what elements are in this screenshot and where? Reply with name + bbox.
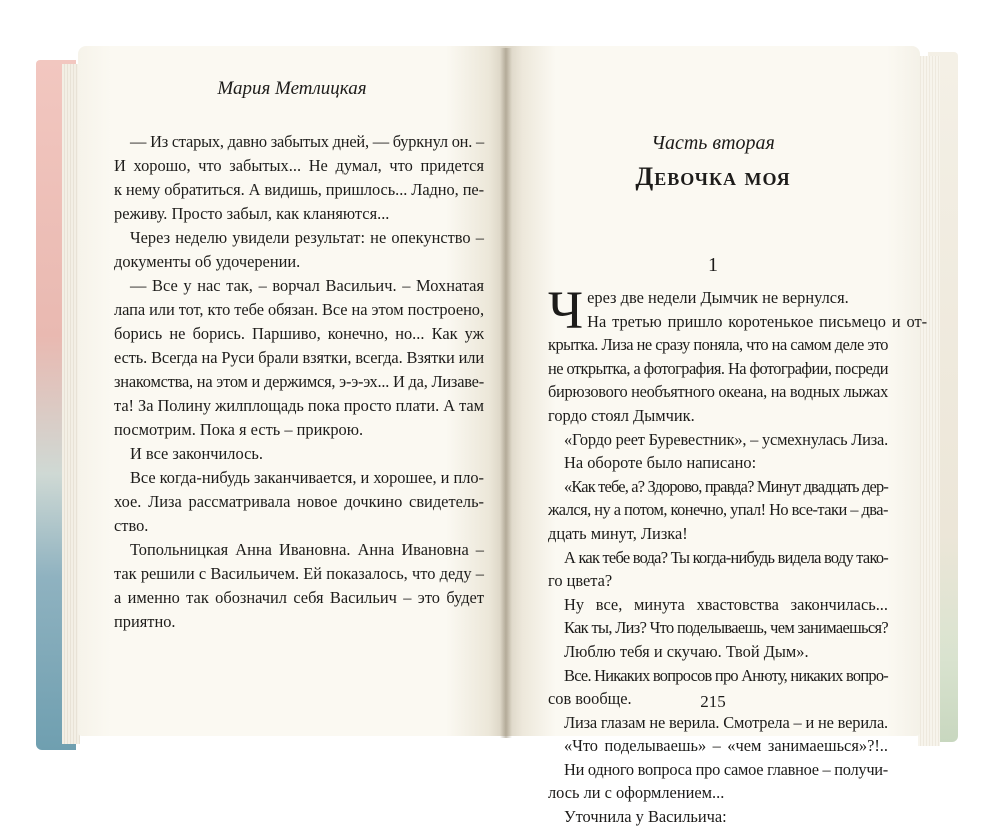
- book-spine-gutter: [500, 48, 512, 738]
- text-line: — Из старых, давно забытых дней, — буркнул он. –: [130, 132, 484, 151]
- drop-cap: Ч: [548, 280, 584, 340]
- text-line: бирюзового необъятного океана, на водных лыжах: [548, 382, 888, 402]
- text-line: лапа или тот, кто тебе обязан. Все на этом построено,: [114, 300, 484, 319]
- text-line: ство.: [114, 516, 149, 535]
- text-line: гордо стоял Дымчик.: [548, 405, 695, 425]
- text-line: посмотрим. Пока я есть – прикрою.: [114, 420, 364, 439]
- right-page-text: [548, 280, 928, 829]
- text-line: хое. Лиза рассматривала новое дочкино свидетель-: [114, 492, 484, 511]
- text-line: Через неделю увидели результат: не опекунство –: [130, 228, 484, 247]
- text-line: Ни одного вопроса про самое главное – получи-: [564, 759, 888, 779]
- text-line: так решили с Васильичем. Ей показалось, что деду –: [114, 564, 484, 583]
- text-line: «Как тебе, а? Здорово, правда? Минут двадцать дер-: [564, 476, 888, 496]
- text-line: приятно.: [114, 612, 176, 631]
- text-line: А как тебе вода? Ты когда-нибудь видела воду тако-: [564, 547, 888, 567]
- text-line: к нему обратиться. А видишь, пришлось... Ладно, пе-: [114, 180, 484, 199]
- text-line: го цвета?: [548, 571, 613, 591]
- text-line: реживу. Просто забыл, как кланяются...: [114, 204, 390, 223]
- text-line: не открытка, а фотография. На фотографии, посреди: [548, 358, 888, 378]
- chapter-title: Девочка моя: [635, 162, 791, 191]
- chapter-number: 1: [708, 254, 718, 276]
- text-line: дцать минут, Лизка!: [548, 523, 688, 543]
- text-line: а именно так обозначил себя Васильич – это будет: [114, 588, 484, 607]
- right-page: [506, 46, 928, 827]
- text-line: На третью пришло коротенькое письмецо и от-: [587, 311, 928, 331]
- text-line: — Все у нас так, – ворчал Васильич. – Мохнатая: [130, 276, 484, 295]
- text-line: Ну все, минута хвастовства закончилась...: [564, 594, 888, 614]
- text-line: Уточнила у Васильича:: [564, 807, 727, 827]
- text-line: На обороте было написано:: [564, 453, 757, 473]
- text-line: Лиза глазам не верила. Смотрела – и не верила.: [564, 712, 888, 732]
- text-line: лось ли с оформлением...: [548, 783, 725, 803]
- text-line: Топольницкая Анна Ивановна. Анна Ивановна –: [130, 540, 484, 559]
- text-line: сов вообще.: [548, 689, 632, 709]
- text-line: И все закончилось.: [130, 444, 263, 463]
- text-line: есть. Всегда на Руси брали взятки, всегда. Взятки или: [114, 348, 484, 367]
- text-line: крытка. Лиза не сразу поняла, что на самом деле это: [548, 335, 888, 355]
- text-line: Как ты, Лиз? Что поделываешь, чем занимаешься?: [564, 618, 888, 638]
- text-line: та! За Полину жилплощадь пока просто плати. А там: [114, 396, 484, 415]
- text-line: ерез две недели Дымчик не вернулся.: [587, 288, 849, 307]
- text-line: жался, ну а потом, конечно, упал! Но все-таки – два-: [548, 500, 888, 520]
- text-line: «Гордо реет Буревестник», – усмехнулась Лиза.: [564, 429, 888, 449]
- text-line: Люблю тебя и скучаю. Твой Дым».: [564, 641, 809, 661]
- left-page: [78, 46, 506, 736]
- left-page-text: [114, 130, 484, 634]
- text-line: Все. Никаких вопросов про Анюту, никаких вопро-: [564, 665, 888, 685]
- page-number: 215: [700, 692, 726, 711]
- running-head: Мария Метлицкая: [217, 78, 367, 99]
- text-line: документы об удочерении.: [114, 252, 301, 271]
- page-edges-right: [918, 56, 940, 746]
- text-line: «Что поделываешь» – «чем занимаешься»?!..: [564, 736, 888, 756]
- text-line: Все когда-нибудь заканчивается, и хорошее, и пло-: [130, 468, 484, 487]
- text-line: И хорошо, что забытых... Не думал, что придется: [114, 156, 484, 175]
- text-line: знакомства, на этом и держимся, э-э-эх... И да, Лизаве-: [114, 372, 484, 391]
- part-title: Часть вторая: [651, 132, 775, 154]
- text-line: борись не борись. Паршиво, конечно, но... Как уж: [114, 324, 484, 343]
